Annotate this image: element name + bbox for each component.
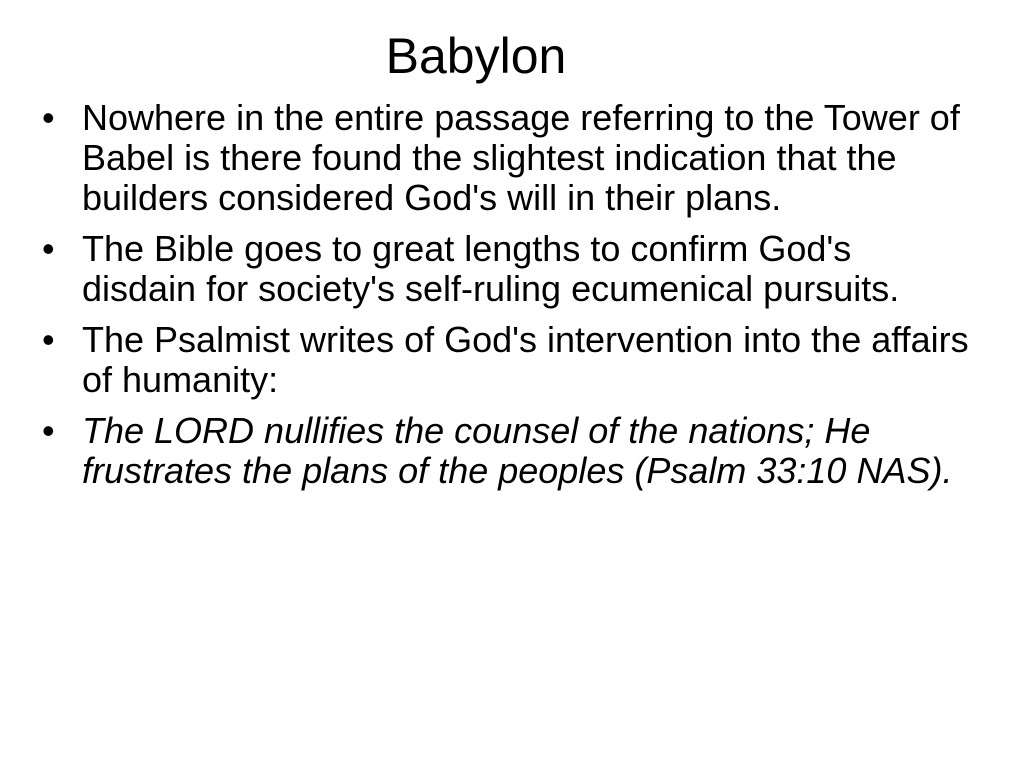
bullet-text: The Psalmist writes of God's intervention into the affairs of humanity: (82, 319, 969, 400)
bullet-list (40, 98, 970, 502)
bullet-text: Nowhere in the entire passage referring to the Tower of Babel is there found the slightest indication that the builders considered God's will in their plans. (82, 97, 960, 218)
bullet-item (40, 320, 970, 400)
bullet-text-quote: The LORD nullifies the counsel of the nations; He frustrates the plans of the peoples (Psalm 33:10 NAS). (82, 410, 953, 491)
bullet-marker: • (42, 228, 55, 269)
bullet-marker: • (42, 319, 55, 360)
bullet-marker: • (42, 97, 55, 138)
bullet-item-quote (40, 411, 970, 491)
bullet-item (40, 229, 970, 309)
slide-title: Babylon (385, 28, 567, 84)
bullet-item (40, 98, 970, 218)
bullet-marker: • (42, 410, 55, 451)
bullet-text: The Bible goes to great lengths to confirm God's disdain for society's self-ruling ecumenical pursuits. (82, 228, 900, 309)
